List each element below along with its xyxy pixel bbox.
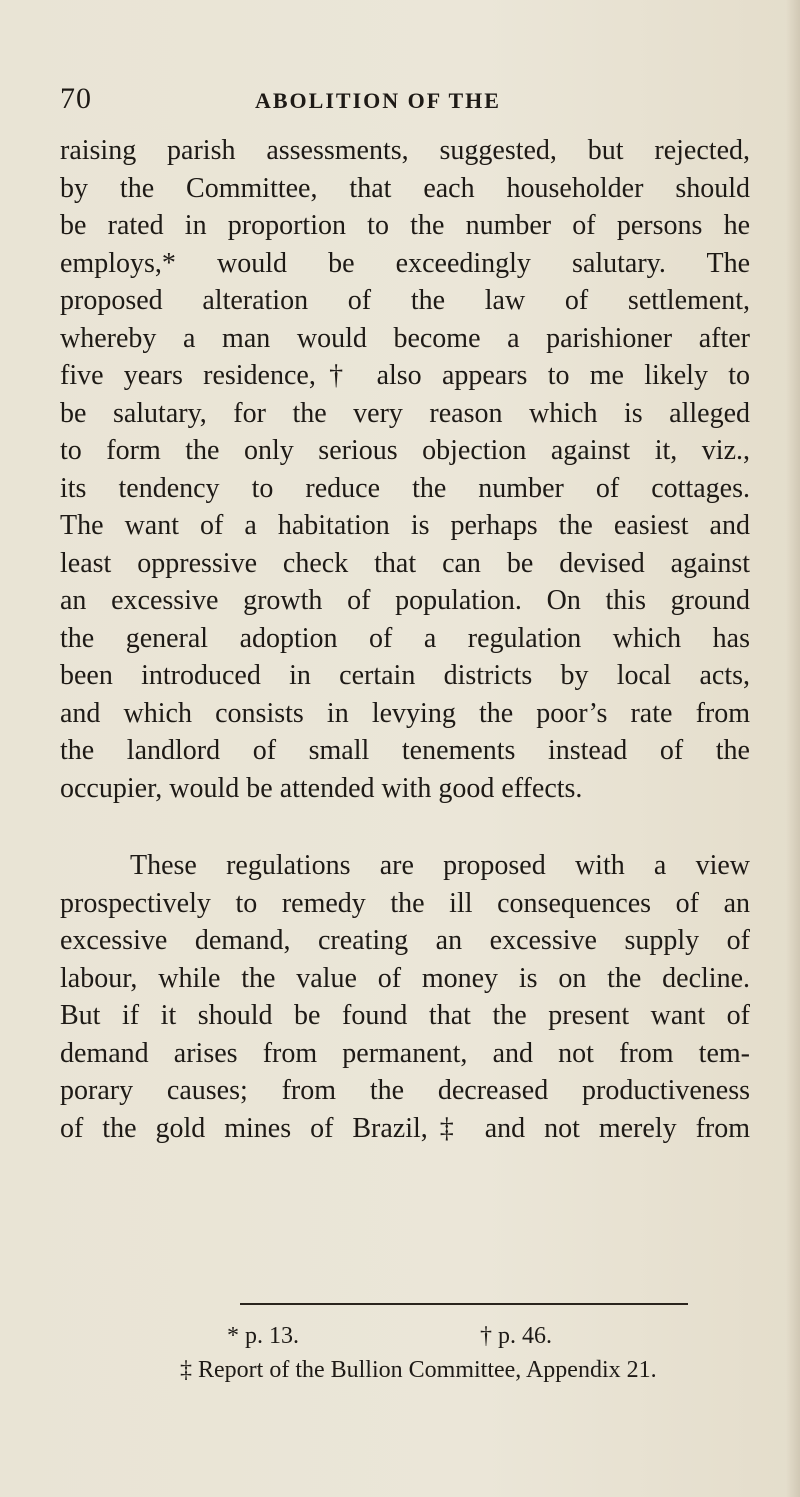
text-line: five years residence,† also appears to me likely to <box>60 360 750 391</box>
text-line: But if it should be found that the present want of <box>60 1000 750 1031</box>
text-line: least oppressive check that can be devised against <box>60 547 750 579</box>
footnote-asterisk: * p. 13. <box>227 1323 299 1349</box>
paragraph-spacer <box>60 807 750 847</box>
page-header <box>60 82 750 122</box>
text-line: the general adoption of a regulation which has <box>60 622 750 654</box>
text-line: occupier, would be attended with good effects. <box>60 772 583 804</box>
footnote-dagger: † p. 46. <box>480 1323 552 1349</box>
text-line: prospectively to remedy the ill consequences of an <box>60 887 750 919</box>
text-line: and which consists in levying the poor’s rate from <box>60 697 750 729</box>
page-edge-shadow <box>786 0 800 1497</box>
text-line: to form the only serious objection against it, viz., <box>60 435 750 466</box>
text-line: raising parish assessments, suggested, but rejected, <box>60 135 750 166</box>
text-line: of the gold mines of Brazil,‡ and not merely from <box>60 1112 750 1144</box>
body-text <box>60 132 750 1147</box>
text-line: its tendency to reduce the number of cottages. <box>60 472 750 504</box>
text-line: whereby a man would become a parishioner after <box>60 322 750 354</box>
paragraph-1 <box>60 132 750 807</box>
running-head: ABOLITION OF THE <box>255 88 501 113</box>
text-line: excessive demand, creating an excessive supply of <box>60 925 750 956</box>
text-line: The want of a habitation is perhaps the easiest and <box>60 510 750 541</box>
page-number: 70 <box>60 82 92 115</box>
text-line: be salutary, for the very reason which is alleged <box>60 397 750 429</box>
text-line: by the Committee, that each householder should <box>60 172 750 204</box>
text-line: proposed alteration of the law of settlement, <box>60 285 750 316</box>
footnote-row <box>0 1323 800 1355</box>
text-line: These regulations are proposed with a view <box>130 850 750 881</box>
text-line: porary causes; from the decreased productiveness <box>60 1075 750 1106</box>
text-line: the landlord of small tenements instead of the <box>60 735 750 766</box>
footnote-divider <box>240 1303 688 1305</box>
text-line: been introduced in certain districts by local acts, <box>60 660 750 691</box>
text-line: employs,* would be exceedingly salutary. The <box>60 247 750 279</box>
paragraph-2 <box>60 847 750 1147</box>
text-line: demand arises from permanent, and not from tem- <box>60 1037 750 1069</box>
text-line: be rated in proportion to the number of persons he <box>60 210 750 241</box>
text-line: an excessive growth of population. On this ground <box>60 585 750 616</box>
footnote-double-dagger: ‡ Report of the Bullion Committee, Appendix 21. <box>180 1357 657 1383</box>
text-line: labour, while the value of money is on the decline. <box>60 962 750 994</box>
